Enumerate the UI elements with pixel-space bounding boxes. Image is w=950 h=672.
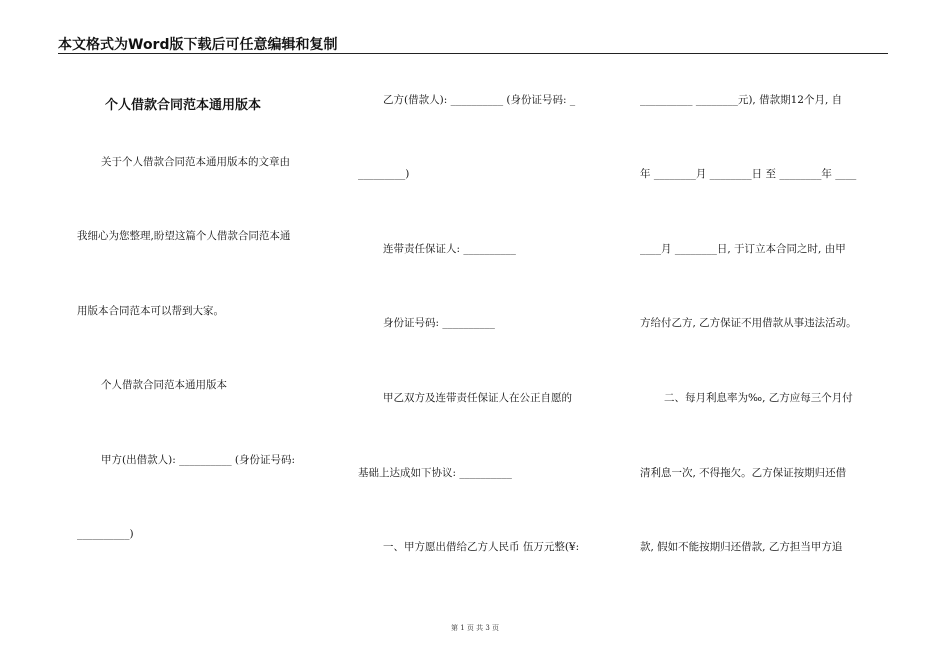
- paragraph-line: ____月 ________日, 于订立本合同之时, 由甲: [640, 243, 846, 255]
- party-a-id-line: __________): [77, 528, 134, 540]
- page-number: 第 1 页 共 3 页: [450, 624, 500, 632]
- document-title: 个人借款合同范本通用版本: [105, 98, 262, 113]
- paragraph-line: 甲乙双方及连带责任保证人在公正自愿的: [383, 392, 572, 404]
- paragraph-line: __________ ________元), 借款期12个月, 自: [640, 94, 843, 106]
- paragraph-line: 款, 假如不能按期归还借款, 乙方担当甲方追: [640, 541, 843, 553]
- party-b-line: 乙方(借款人): __________ (身份证号码: _: [383, 94, 576, 106]
- paragraph-line: 方给付乙方, 乙方保证不用借款从事违法活动。: [640, 317, 857, 329]
- header-rule: [58, 53, 888, 54]
- clause-1-line: 一、甲方愿出借给乙方人民币 伍万元整(¥:: [383, 541, 580, 553]
- section-heading: 个人借款合同范本通用版本: [101, 379, 227, 391]
- paragraph-line: 关于个人借款合同范本通用版本的文章由: [101, 156, 290, 168]
- document-banner: 本文格式为Word版下载后可任意编辑和复制: [58, 37, 338, 53]
- guarantor-line: 连带责任保证人: __________: [383, 243, 516, 255]
- party-b-id-line: _________): [358, 168, 410, 180]
- party-a-line: 甲方(出借款人): __________ (身份证号码:: [101, 454, 296, 466]
- paragraph-line: 清利息一次, 不得拖欠。乙方保证按期归还借: [640, 467, 847, 479]
- clause-2-line: 二、每月利息率为‰, 乙方应每三个月付: [664, 392, 853, 404]
- paragraph-line: 用版本合同范本可以帮到大家。: [77, 305, 224, 317]
- paragraph-line: 我细心为您整理,盼望这篇个人借款合同范本通: [77, 230, 291, 242]
- guarantor-id-line: 身份证号码: __________: [383, 317, 495, 329]
- paragraph-line: 年 ________月 ________日 至 ________年 ____: [640, 168, 857, 180]
- paragraph-line: 基础上达成如下协议: __________: [358, 467, 512, 479]
